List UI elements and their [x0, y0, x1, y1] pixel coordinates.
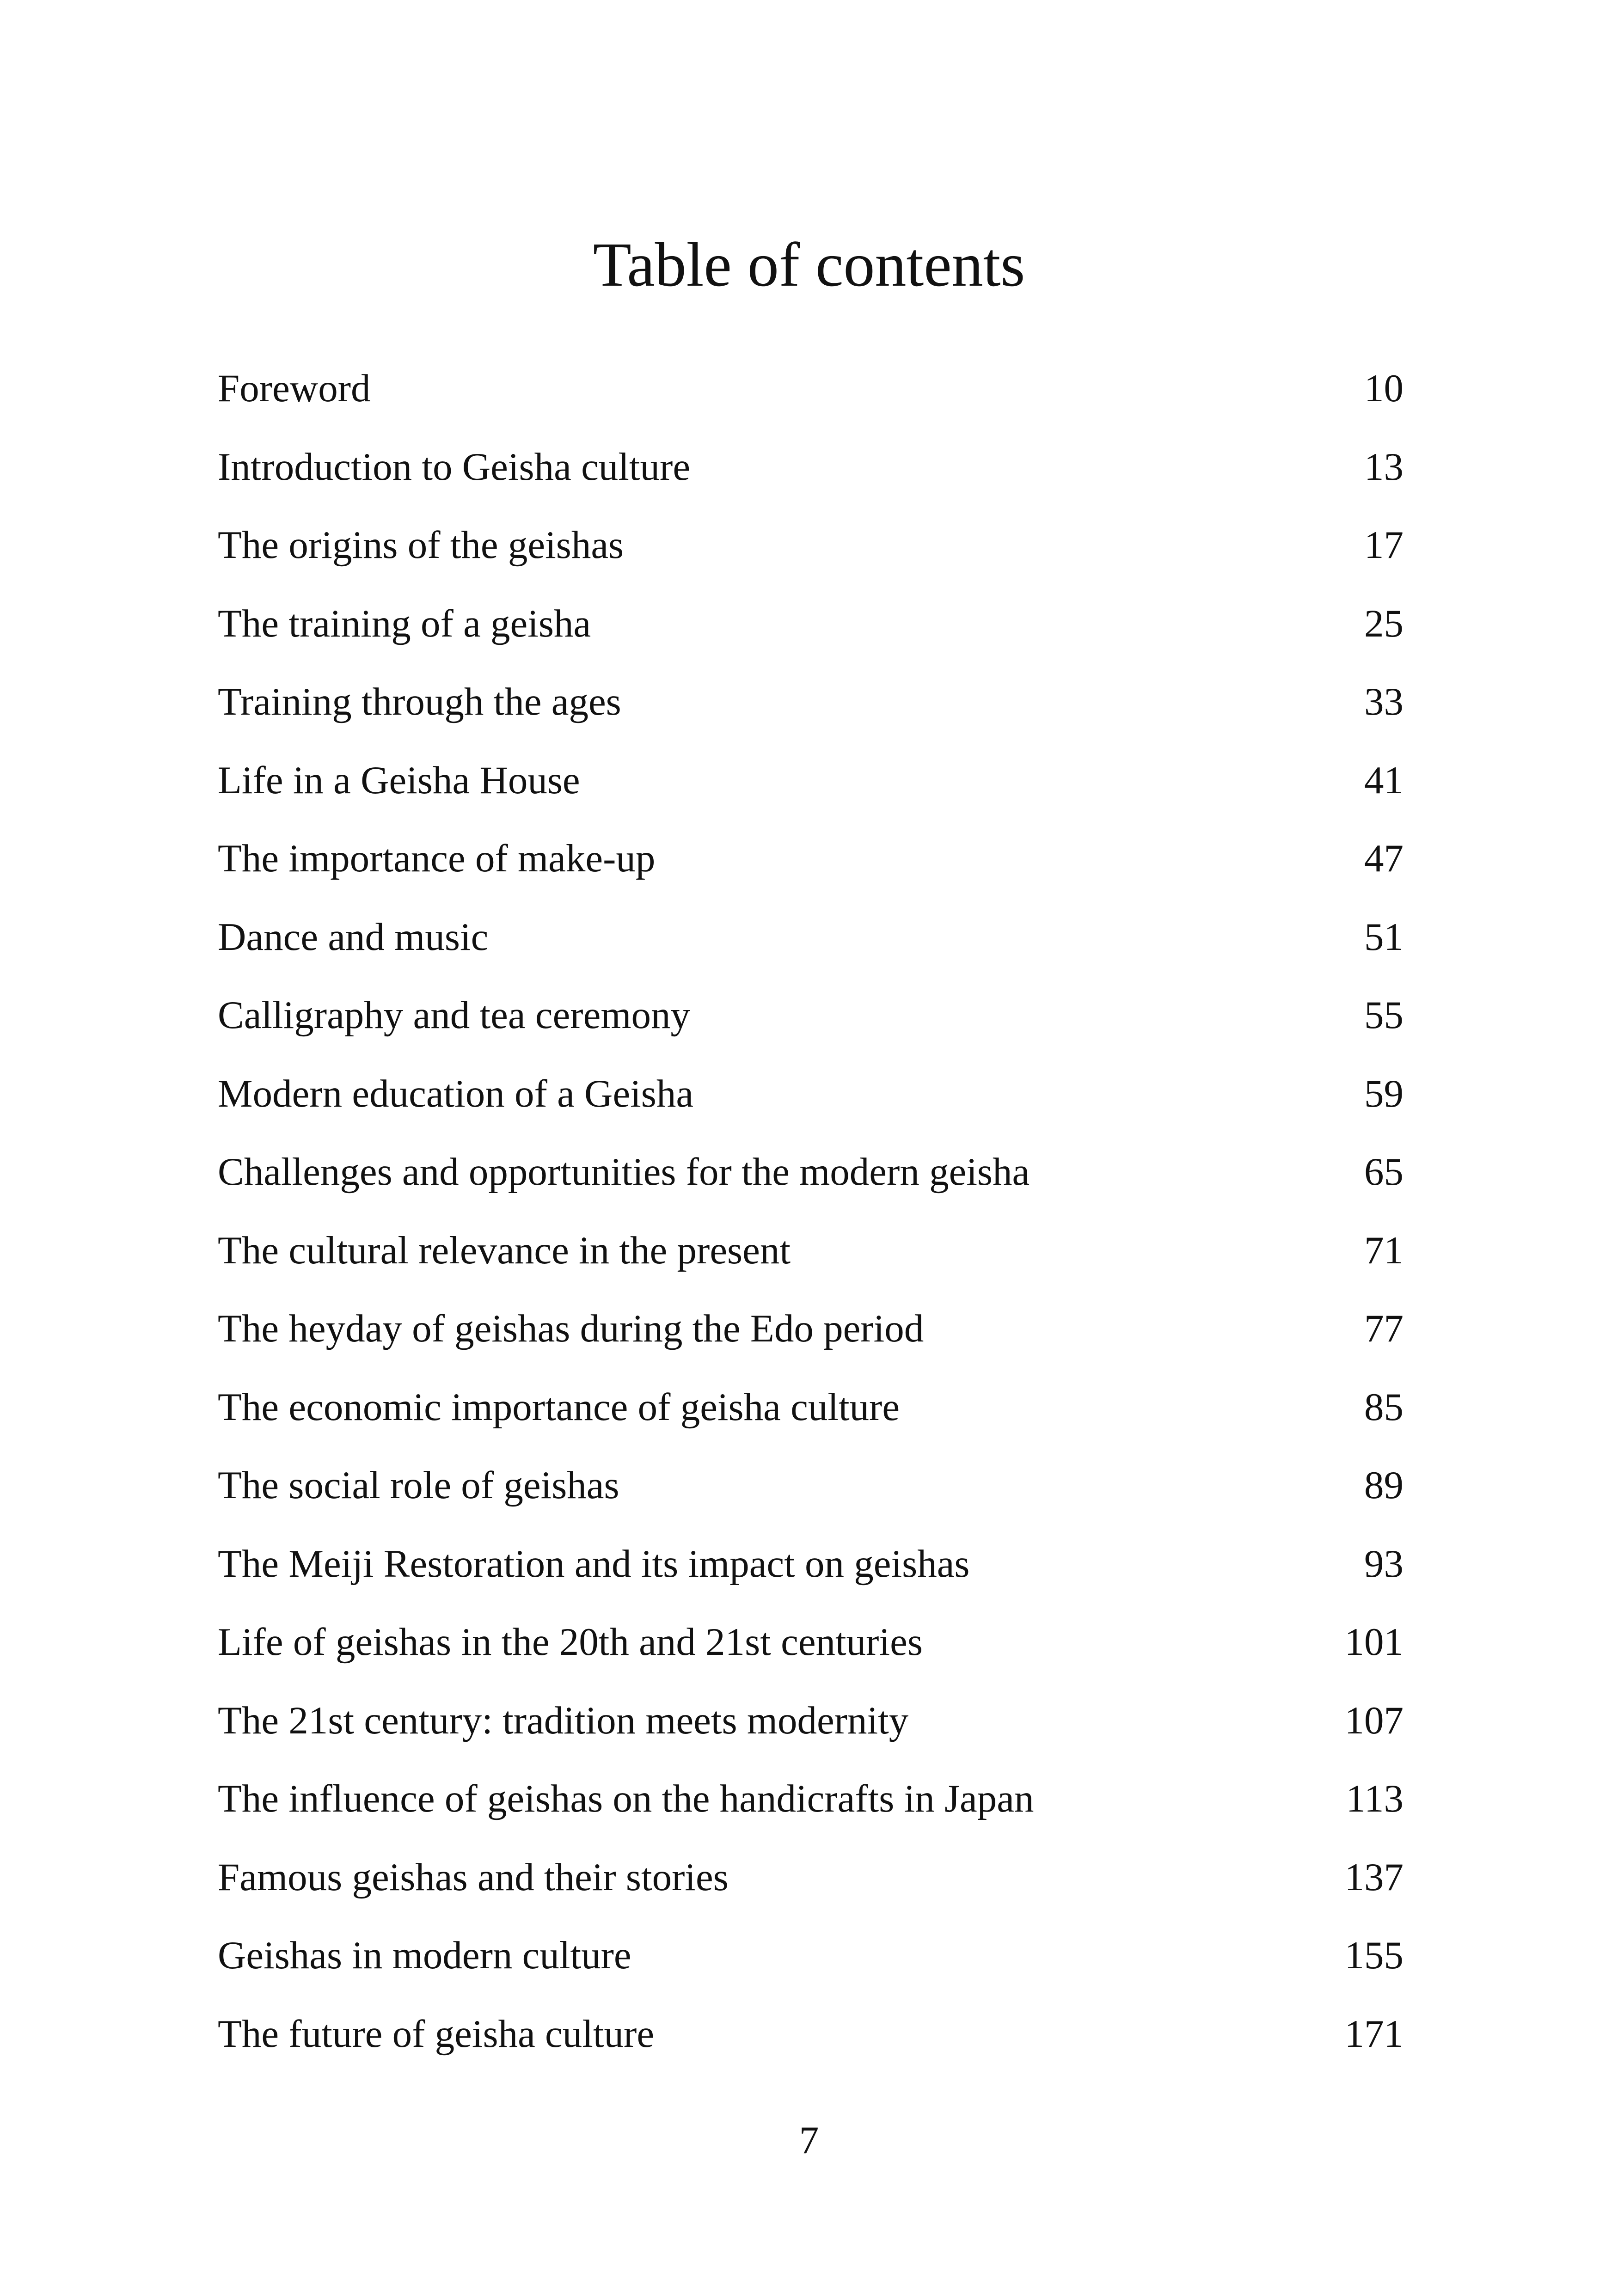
- toc-entry-page: 85: [1364, 1385, 1403, 1429]
- toc-entry: [218, 585, 1403, 663]
- toc-entry: [218, 741, 1403, 820]
- toc-entry: [218, 1368, 1403, 1447]
- toc-entry: [218, 1212, 1403, 1290]
- toc-entry: [218, 1603, 1403, 1682]
- toc-entry-page: 47: [1364, 837, 1403, 880]
- toc-entry: [218, 1055, 1403, 1133]
- toc-entry-title: The Meiji Restoration and its impact on geishas: [218, 1542, 970, 1586]
- toc-entry-page: 137: [1344, 1855, 1403, 1899]
- toc-entry-page: 101: [1344, 1620, 1403, 1664]
- toc-entry-page: 17: [1364, 523, 1403, 567]
- toc-entry: [218, 1133, 1403, 1212]
- toc-entry: [218, 1290, 1403, 1368]
- toc-entry: [218, 428, 1403, 507]
- toc-entry-title: Famous geishas and their stories: [218, 1855, 729, 1899]
- toc-entry-page: 51: [1364, 915, 1403, 959]
- toc-entry: [218, 976, 1403, 1055]
- toc-entry: [218, 1760, 1403, 1838]
- toc-entry-page: 59: [1364, 1071, 1403, 1115]
- toc-entry-title: Introduction to Geisha culture: [218, 445, 691, 489]
- toc-entry-title: The training of a geisha: [218, 601, 591, 645]
- toc-entry: [218, 820, 1403, 898]
- toc-entry: [218, 663, 1403, 741]
- toc-entry-page: 171: [1344, 2012, 1403, 2056]
- toc-entry-title: Training through the ages: [218, 680, 621, 723]
- toc-entry-page: 41: [1364, 758, 1403, 802]
- toc-entry-page: 107: [1344, 1698, 1403, 1742]
- toc-entry-title: Challenges and opportunities for the modern geisha: [218, 1150, 1030, 1194]
- toc-entry-title: The 21st century: tradition meets modernity: [218, 1698, 909, 1742]
- toc-entry: [218, 506, 1403, 585]
- toc-entry-title: The influence of geishas on the handicrafts in Japan: [218, 1777, 1034, 1820]
- toc-entry-title: The economic importance of geisha culture: [218, 1385, 900, 1429]
- toc-list: [218, 349, 1403, 2073]
- toc-entry: [218, 349, 1403, 428]
- toc-entry: [218, 898, 1403, 977]
- toc-entry-title: The origins of the geishas: [218, 523, 624, 567]
- toc-entry-title: Foreword: [218, 367, 371, 410]
- toc-entry-title: The cultural relevance in the present: [218, 1228, 791, 1272]
- toc-entry-page: 113: [1346, 1777, 1403, 1820]
- toc-entry-title: Life of geishas in the 20th and 21st centuries: [218, 1620, 923, 1664]
- toc-entry-title: The heyday of geishas during the Edo period: [218, 1307, 924, 1350]
- page-title: Table of contents: [593, 230, 1025, 300]
- toc-entry-page: 93: [1364, 1542, 1403, 1586]
- toc-entry-title: Geishas in modern culture: [218, 1934, 631, 1977]
- toc-entry-page: 55: [1364, 993, 1403, 1037]
- toc-entry-title: The social role of geishas: [218, 1463, 619, 1507]
- toc-entry-page: 65: [1364, 1150, 1403, 1194]
- toc-entry-title: Modern education of a Geisha: [218, 1071, 694, 1115]
- toc-entry: [218, 1525, 1403, 1604]
- toc-entry-page: 77: [1364, 1307, 1403, 1350]
- toc-entry-title: The importance of make-up: [218, 837, 656, 880]
- toc-entry: [218, 1682, 1403, 1760]
- toc-entry: [218, 1838, 1403, 1917]
- toc-entry-page: 13: [1364, 445, 1403, 489]
- toc-entry: [218, 1916, 1403, 1995]
- toc-entry-page: 155: [1344, 1934, 1403, 1977]
- toc-entry-title: Dance and music: [218, 915, 489, 959]
- toc-entry: [218, 1446, 1403, 1525]
- toc-entry-page: 10: [1364, 367, 1403, 410]
- toc-entry: [218, 1995, 1403, 2074]
- toc-entry-title: Life in a Geisha House: [218, 758, 580, 802]
- toc-entry-page: 33: [1364, 680, 1403, 723]
- toc-entry-title: The future of geisha culture: [218, 2012, 655, 2056]
- toc-entry-page: 25: [1364, 601, 1403, 645]
- toc-entry-page: 71: [1364, 1228, 1403, 1272]
- toc-entry-page: 89: [1364, 1463, 1403, 1507]
- toc-entry-title: Calligraphy and tea ceremony: [218, 993, 690, 1037]
- page-number: 7: [799, 2118, 819, 2162]
